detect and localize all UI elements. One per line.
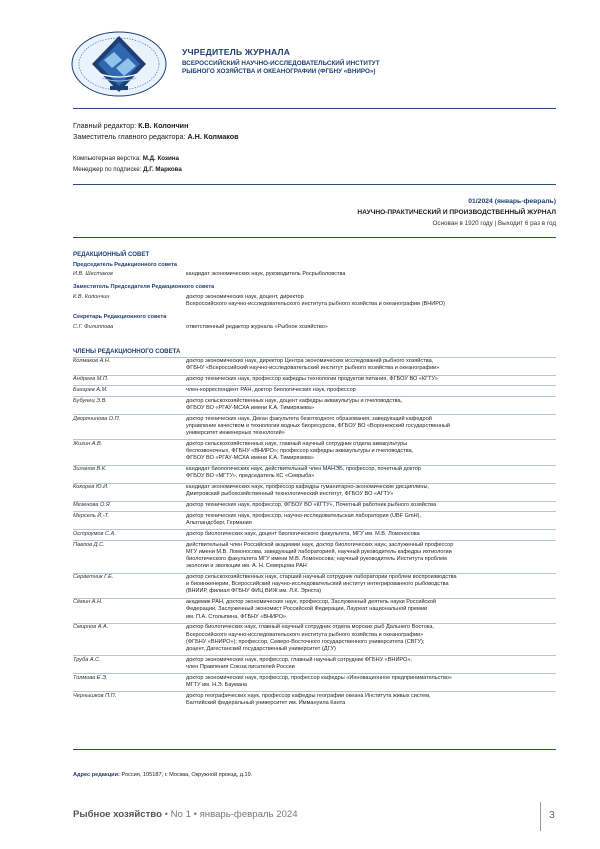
chief-editor-name: К.В. Колончин [138, 121, 189, 130]
footer-issue: • No 1 • январь-февраль 2024 [164, 809, 298, 820]
member-name: Жигин А.В. [73, 440, 103, 447]
member-desc: академик РАН, доктор экономических наук, профессор, Заслуженный деятель науки Российской Федерации, Заслуженный экономист Российской Федерации, Лауреат национальной премии им. П.А. Столыпина, ФГБНУ «ВНИРО» [186, 599, 436, 620]
council-title: РЕДАКЦИОННЫЙ СОВЕТ [73, 251, 150, 258]
issue-number: 01/2024 (январь-февраль) [468, 198, 556, 205]
member-name: Бубунец Э.В. [73, 397, 107, 404]
chief-editor-label: Главный редактор: [73, 121, 137, 130]
member-desc: доктор технических наук, профессор кафедры технологии продуктов питания, ФГБОУ ВО «КГТУ» [186, 376, 438, 382]
vice-name: К.В. Колончин [73, 294, 110, 300]
member-name: Мерсель Й.-Т. [73, 512, 110, 519]
member-desc: доктор сельскохозяйственных наук, доцент кафедры аквакультуры и пчеловодства, ФГБОУ ВО «РГАУ-МСХА имени К.А. Тимирязева» [186, 397, 403, 411]
subscription-manager [73, 165, 513, 176]
member-desc: доктор биологических наук, главный научный сотрудник отдела морских рыб Дальнего Востока, Всероссийского научно-исследовательского института рыбного хозяйства и океанографии» (ФГБНУ «ВНИРО»); профессор, Северо-Восточного государственного университета (СВГУ); доцент, Дагестанский государственный университет (ДГУ) [186, 624, 434, 652]
member-name: Мезенова О.Я [73, 502, 110, 508]
chief-editor [73, 121, 513, 132]
member-name: Остроумов С.А. [73, 530, 116, 537]
member-desc: доктор географических наук, профессор кафедры географии океана Института живых систем, Балтийский федеральный университет им. Иммануила Канта [186, 692, 431, 706]
member-name: Толмова Е.Э. [73, 674, 108, 681]
member-name: Дворянинова О.П. [73, 415, 121, 422]
member-name: Труба А.С. [73, 656, 101, 663]
vniro-logo [70, 30, 168, 98]
member-desc: доктор технических наук, Декан факультета безотходного образования, заведующий кафедрой управление качеством и технологии водных биоресурсов, ФГБОУ ВО «Воронежский государственный университет инженерных технологий» [186, 415, 450, 436]
member-name: Чернышков П.П. [73, 692, 117, 699]
deputy-editor [73, 132, 513, 143]
journal-type: НАУЧНО-ПРАКТИЧЕСКИЙ И ПРОИЗВОДСТВЕННЫЙ ЖУРНАЛ [357, 209, 556, 216]
layout-editor-label: Компьютерная верстка: [73, 155, 141, 162]
footer-journal [73, 809, 298, 820]
footer-divider [540, 802, 541, 831]
member-desc: доктор технических наук, профессор, научно-исследовательская лаборатория (UBF GmH), Альтландсберг, Германия [186, 512, 421, 526]
layout-editor [73, 154, 513, 165]
member-desc: доктор технических наук, профессор, ФГБОУ ВО «КГТУ», Почетный работник рыбного хозяйства [186, 502, 437, 508]
member-name: Сёмин А.Н. [73, 599, 103, 606]
subscription-manager-name: Д.Г. Маркова [143, 166, 182, 173]
issue-block [196, 196, 556, 229]
member-name: Смирнов А.А. [73, 624, 109, 631]
member-desc: член-корреспондент РАН, доктор биологических наук, профессор [186, 386, 356, 393]
divider-bottom [73, 749, 556, 750]
member-name: Андреев М.П. [73, 376, 109, 382]
secretary-label: Секретарь Редакционного совета [73, 314, 167, 320]
member-desc: действительный член Российской академии наук, доктор биологических наук, заслуженный профессор МГУ имени М.В. Ломоносова, заведующий лабораторией, научный руководитель кафедры ихтиологии биологического факультета МГУ имени М.В. Ломоносова; научный руководитель Института проблем экологии и эволюции им. А. Н. Северцова РАН [186, 541, 454, 570]
founded-frequency: Основан в 1920 году | Выходит 6 раз в год [432, 220, 556, 227]
member-desc: доктор экономических наук, директор Центра экономических исследований рыбного хозяйства, ФГБНУ «Всероссийский научно-исследовательский институт рыбного хозяйства и океанографии» [186, 358, 440, 372]
divider-top [73, 108, 556, 109]
founder-line-1: ВСЕРОССИЙСКИЙ НАУЧНО-ИССЛЕДОВАТЕЛЬСКИЙ ИНСТИТУТ [182, 60, 380, 67]
divider-council [73, 237, 556, 238]
member-desc: доктор сельскохозяйственных наук, главный научный сотрудник отдела аквакультуры беспозвоночных, ФГБНУ «ВНИРО»; профессор кафедры аквакультуры и пчеловодства, ФГБОУ ВО «РГАУ-МСХА имени К.А. Тимирязева» [186, 440, 414, 462]
chair-label: Председатель Редакционного совета [73, 262, 177, 268]
secretary-name: С.Г. Филиппова [73, 324, 114, 330]
address-label: Адрес редакции: [73, 772, 120, 778]
footer-journal-name: Рыбное хозяйство [73, 809, 162, 820]
deputy-editor-name: А.Н. Колмаков [187, 132, 239, 141]
divider-editors [73, 184, 556, 185]
member-desc: кандидат экономических наук, профессор кафедры гуманитарно-экономические дисциплины, Дмитровский рыбохозяйственный технологический институт, ФГБОУ ВО «АГТУ» [186, 484, 430, 498]
founder-line-2: РЫБНОГО ХОЗЯЙСТВА И ОКЕАНОГРАФИИ (ФГБНУ «ВНИРО») [182, 68, 376, 76]
member-name: Бахарев А.М. [73, 386, 108, 393]
member-name: Серветник Г.Е. [73, 574, 114, 580]
vice-label: Заместитель Председателя Редакционного совета [73, 284, 215, 290]
member-desc: доктор экономических наук, профессор, профессор кафедры «Инновационное предпринимательство» МГТУ им. Н.Э. Баумана [186, 674, 452, 688]
subscription-manager-label: Менеджер по подписке: [73, 166, 142, 173]
member-desc: доктор биологических наук, доцент биологического факультета, МГУ им. М.В. Ломоносова [186, 530, 420, 537]
layout-editor-name: М.Д. Козина [142, 155, 179, 162]
member-name: Кокорев Ю.И. [73, 484, 109, 490]
members-title: ЧЛЕНЫ РЕДАКЦИОННОГО СОВЕТА [73, 348, 181, 355]
chair-name: И.В. Шестаков [73, 271, 113, 277]
founder-block [182, 47, 512, 77]
address-text: Россия, 105187, г. Москва, Окружной проезд, д.19. [121, 772, 253, 778]
member-desc: кандидат биологических наук, действительный член МАНЭБ, профессор, почетный доктор ФГБОУ ВО «МГТУ», председатель КС «Севрыба» [186, 466, 421, 480]
deputy-editor-label: Заместитель главного редактора: [73, 132, 186, 141]
member-name: Павлов Д.С. [73, 541, 105, 548]
chair-desc: кандидат экономических наук, руководитель Росрыболовства [186, 271, 346, 277]
founder-title: УЧРЕДИТЕЛЬ ЖУРНАЛА [182, 47, 291, 57]
editorial-address [73, 772, 252, 778]
page-number: 3 [549, 809, 555, 821]
vice-desc: доктор экономических наук, доцент, директор Всероссийского научно-исследовательского института рыбного хозяйства и океанографии (ВНИРО) [186, 294, 445, 308]
secretary-desc: ответственный редактор журнала «Рыбное хозяйство» [186, 324, 328, 330]
member-desc: доктор экономических наук, профессор, главный научный сотрудник ФГБНУ «ВНИРО», член Правления Союза писателей России [186, 656, 412, 670]
member-desc: доктор сельскохозяйственных наук, старший научный сотрудник лаборатории проблем воспроизводства и биоинженерии, Всероссийский научно-исследовательский институт интегрированного рыбоводства (ВНИИР, филиал ФГБНУ ФИЦ ВИЖ им. Л.К. Эрнста) [186, 574, 457, 595]
member-name: Колмаков А.Н. [73, 358, 111, 364]
member-name: Зиланов В.К. [73, 466, 107, 472]
